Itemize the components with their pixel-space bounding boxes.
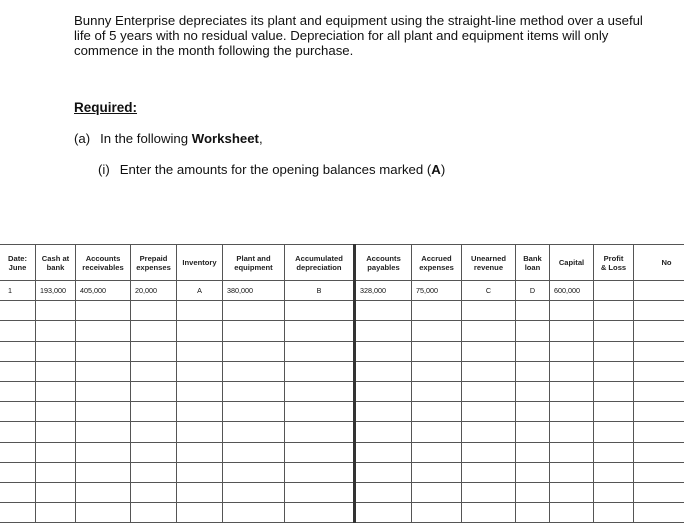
empty-cell [634,321,684,341]
column-header [355,245,412,281]
empty-cell [223,361,285,381]
empty-cell [0,321,36,341]
empty-cell [285,321,355,341]
required-heading: Required: [74,100,138,115]
empty-cell [36,482,76,502]
empty-cell [177,503,223,523]
table-row [0,301,684,321]
empty-cell [131,301,177,321]
empty-cell [355,301,412,321]
empty-cell [634,341,684,361]
empty-cell [462,321,516,341]
empty-cell [550,422,594,442]
empty-cell [223,442,285,462]
header-line-1: Inventory [182,258,217,267]
empty-cell [76,442,131,462]
empty-cell [223,422,285,442]
column-header [462,245,516,281]
empty-cell [412,422,462,442]
empty-cell [412,301,462,321]
header-line-1: Capital [558,258,585,267]
empty-cell [0,422,36,442]
header-line-1: Profit [603,253,624,263]
empty-cell [285,301,355,321]
question-a [74,131,263,146]
column-header [594,245,634,281]
empty-cell [634,442,684,462]
empty-cell [550,482,594,502]
empty-cell [412,341,462,361]
header-line-2: equipment [234,262,273,272]
empty-cell [285,341,355,361]
empty-cell [285,503,355,523]
column-header [634,245,684,281]
empty-cell [177,402,223,422]
empty-cell [76,301,131,321]
empty-cell [285,361,355,381]
table-row [0,361,684,381]
empty-cell [131,321,177,341]
empty-cell [131,442,177,462]
empty-cell [550,381,594,401]
empty-cell [412,442,462,462]
empty-cell [36,402,76,422]
table-row [0,281,684,301]
empty-cell [131,503,177,523]
empty-cell [550,301,594,321]
table-cell: A [177,281,223,301]
empty-cell [76,462,131,482]
empty-cell [462,462,516,482]
question-a-end: , [258,131,263,146]
empty-cell [355,381,412,401]
empty-cell [462,402,516,422]
empty-cell [223,321,285,341]
table-row [0,402,684,422]
column-header [76,245,131,281]
empty-cell [177,341,223,361]
table-cell: C [462,281,516,301]
column-header [0,245,36,281]
empty-cell [177,442,223,462]
empty-cell [36,361,76,381]
empty-cell [634,381,684,401]
empty-cell [550,402,594,422]
empty-cell [634,462,684,482]
empty-cell [355,482,412,502]
empty-cell [131,462,177,482]
empty-cell [76,402,131,422]
empty-cell [516,503,550,523]
question-a-bold: Worksheet [191,131,259,146]
column-header [177,245,223,281]
empty-cell [462,301,516,321]
empty-cell [223,381,285,401]
column-header [223,245,285,281]
empty-cell [462,341,516,361]
empty-cell [462,442,516,462]
empty-cell [462,422,516,442]
table-row [0,503,684,523]
table-row [0,462,684,482]
empty-cell [634,301,684,321]
column-header [285,245,355,281]
empty-cell [412,503,462,523]
empty-cell [594,341,634,361]
table-cell: B [285,281,355,301]
empty-cell [462,361,516,381]
empty-cell [355,422,412,442]
question-i-text: Enter the amounts for the opening balances marked ( [119,162,432,177]
table-cell [594,281,634,301]
table-row [0,321,684,341]
header-line-1: No [661,258,672,267]
empty-cell [36,301,76,321]
empty-cell [594,503,634,523]
column-header [550,245,594,281]
empty-cell [594,442,634,462]
empty-cell [634,361,684,381]
table-row [0,482,684,502]
header-line-2: expenses [419,262,454,272]
empty-cell [550,341,594,361]
empty-cell [223,462,285,482]
empty-cell [594,422,634,442]
empty-cell [462,381,516,401]
column-header [36,245,76,281]
header-line-2: loan [524,262,541,272]
question-i-bold: A [431,162,441,177]
empty-cell [355,321,412,341]
empty-cell [131,482,177,502]
empty-cell [0,503,36,523]
empty-cell [177,381,223,401]
empty-cell [594,462,634,482]
empty-cell [36,503,76,523]
empty-cell [412,361,462,381]
empty-cell [355,341,412,361]
empty-cell [550,361,594,381]
table-cell: 75,000 [412,281,462,301]
table-cell: 328,000 [355,281,412,301]
empty-cell [550,462,594,482]
empty-cell [285,442,355,462]
empty-cell [355,442,412,462]
empty-cell [76,422,131,442]
table-row [0,381,684,401]
table-cell [634,281,684,301]
empty-cell [550,321,594,341]
table-cell: 20,000 [131,281,177,301]
empty-cell [36,381,76,401]
empty-cell [0,442,36,462]
empty-cell [412,462,462,482]
empty-cell [0,301,36,321]
header-line-2: expenses [136,262,171,272]
table-cell: 600,000 [550,281,594,301]
header-line-1: Unearned [470,253,507,263]
empty-cell [0,381,36,401]
empty-cell [594,381,634,401]
empty-cell [0,402,36,422]
empty-cell [634,402,684,422]
empty-cell [594,482,634,502]
empty-cell [177,301,223,321]
question-i-label: (i) [98,162,110,177]
empty-cell [0,462,36,482]
header-line-1: Accumulated [295,253,343,263]
table-cell: D [516,281,550,301]
empty-cell [516,402,550,422]
empty-cell [634,482,684,502]
empty-cell [76,361,131,381]
empty-cell [516,321,550,341]
empty-cell [462,503,516,523]
empty-cell [177,422,223,442]
header-line-2: payables [367,262,400,272]
empty-cell [177,462,223,482]
column-header [516,245,550,281]
worksheet-table [0,244,684,523]
empty-cell [76,381,131,401]
empty-cell [516,381,550,401]
empty-cell [131,402,177,422]
header-line-1: Accounts [366,253,401,263]
empty-cell [223,341,285,361]
empty-cell [131,422,177,442]
empty-cell [223,482,285,502]
header-line-1: Prepaid [139,253,168,263]
table-cell: 405,000 [76,281,131,301]
header-line-2: depreciation [296,262,342,272]
empty-cell [131,381,177,401]
header-line-1: Accrued [421,253,452,263]
empty-cell [516,301,550,321]
table-row [0,442,684,462]
header-row [0,245,684,281]
table-cell: 1 [0,281,36,301]
empty-cell [285,422,355,442]
header-line-1: Plant and [236,253,271,263]
question-a-label: (a) [74,131,91,146]
empty-cell [36,462,76,482]
empty-cell [355,462,412,482]
question-i-end: ) [440,162,446,177]
empty-cell [462,482,516,502]
intro-paragraph: Bunny Enterprise depreciates its plant and equipment using the straight-line method over a useful life of 5 years with no residual value. Depreciation for all plant and equipment items will only commence in the month following the purchase. [74,13,643,58]
header-line-1: Cash at [41,253,70,263]
empty-cell [355,503,412,523]
empty-cell [594,321,634,341]
empty-cell [285,402,355,422]
empty-cell [634,503,684,523]
empty-cell [516,482,550,502]
empty-cell [412,402,462,422]
question-a-text: In the following [100,131,192,146]
empty-cell [0,341,36,361]
empty-cell [223,402,285,422]
empty-cell [516,341,550,361]
table-row [0,422,684,442]
header-line-1: Bank [523,253,542,263]
empty-cell [177,482,223,502]
header-line-2: bank [46,262,65,272]
header-line-2: receivables [82,262,124,272]
empty-cell [594,361,634,381]
empty-cell [36,442,76,462]
empty-cell [412,321,462,341]
empty-cell [412,381,462,401]
column-header [131,245,177,281]
header-line-1: Accounts [85,253,121,263]
empty-cell [0,361,36,381]
empty-cell [412,482,462,502]
empty-cell [594,301,634,321]
empty-cell [355,361,412,381]
empty-cell [516,462,550,482]
column-header [412,245,462,281]
empty-cell [0,482,36,502]
empty-cell [76,321,131,341]
empty-cell [594,402,634,422]
empty-cell [550,442,594,462]
empty-cell [516,361,550,381]
empty-cell [223,301,285,321]
header-line-2: & Loss [600,262,627,272]
question-i [98,162,445,177]
empty-cell [634,422,684,442]
empty-cell [76,341,131,361]
empty-cell [131,341,177,361]
empty-cell [550,503,594,523]
empty-cell [285,462,355,482]
header-line-2: revenue [473,262,504,272]
table-cell: 380,000 [223,281,285,301]
empty-cell [76,482,131,502]
empty-cell [285,381,355,401]
empty-cell [177,361,223,381]
empty-cell [285,482,355,502]
empty-cell [223,503,285,523]
empty-cell [516,422,550,442]
empty-cell [355,402,412,422]
header-line-1: Date: [8,253,27,263]
empty-cell [177,321,223,341]
empty-cell [516,442,550,462]
empty-cell [36,422,76,442]
empty-cell [36,341,76,361]
empty-cell [76,503,131,523]
table-row [0,341,684,361]
table-cell: 193,000 [36,281,76,301]
empty-cell [131,361,177,381]
header-line-2: June [8,262,27,272]
empty-cell [36,321,76,341]
